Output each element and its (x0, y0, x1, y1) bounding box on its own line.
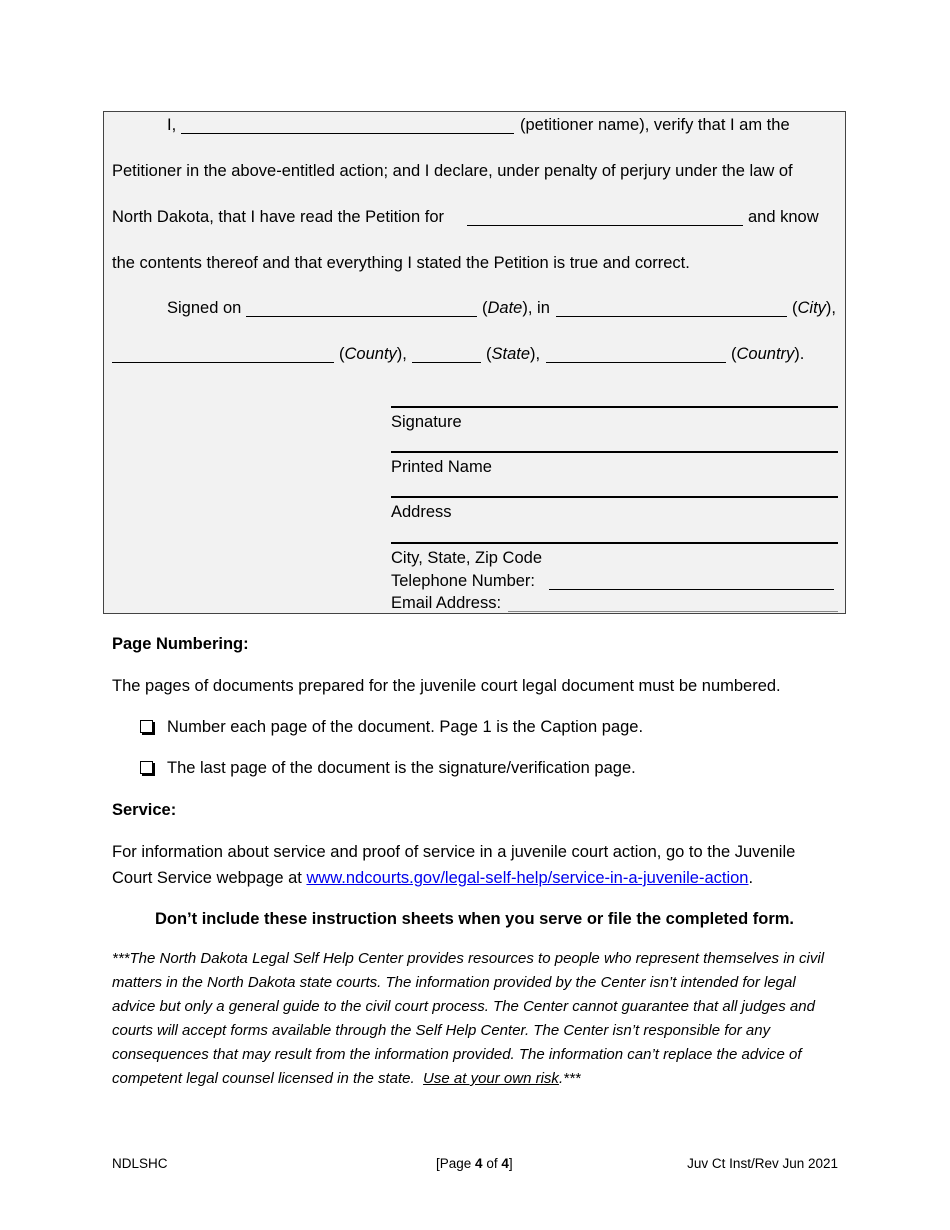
disclaimer-suffix: .*** (558, 1070, 581, 1087)
country-label: Country (736, 345, 795, 363)
printed-name-line[interactable] (391, 451, 838, 453)
page-numbering-intro: The pages of documents prepared for the juvenile court legal document must be numbered. (112, 677, 781, 695)
email-field[interactable] (508, 592, 838, 612)
footer-page-total: 4 (501, 1156, 509, 1171)
footer-page-current: 4 (475, 1156, 483, 1171)
city-field[interactable] (556, 297, 787, 317)
telephone-label: Telephone Number: (391, 572, 536, 590)
disclaimer-text: ***The North Dakota Legal Self Help Center provides resources to people who represent themselves in civil matters in the North Dakota state courts. The information provided by the Center isn’t intended for legal advice but only a general guide to the civil court process. The Center cannot guarantee that all judges and courts will accept forms available through the Self Help Center. The Center isn’t responsible for any consequences that may result from the information provided. The information can’t replace the advice of competent legal counsel licensed in the state. (112, 950, 825, 1087)
address-line[interactable] (391, 496, 838, 498)
signed-on-label: Signed on (167, 299, 242, 317)
disclaimer-underlined: Use at your own risk (423, 1070, 559, 1087)
checkbox-icon (140, 720, 153, 733)
signature-label: Signature (391, 413, 462, 431)
country-field[interactable] (546, 343, 726, 363)
page-numbering-item-1: Number each page of the document. Page 1 is the Caption page. (167, 718, 644, 736)
service-text-line2 (112, 865, 753, 891)
verification-line3-end: and know (748, 208, 819, 226)
county-field[interactable] (112, 343, 334, 363)
date-label: Date (487, 299, 523, 317)
city-label-group: (City), (792, 299, 837, 317)
date-label-group: (Date), in (482, 299, 550, 317)
address-label: Address (391, 503, 452, 521)
instruction-notice: Don’t include these instruction sheets when you serve or file the completed form. (154, 910, 795, 928)
footer-page-prefix: [Page (436, 1156, 472, 1171)
footer-page-of: of (486, 1156, 498, 1171)
verification-line2: Petitioner in the above-entitled action; and I declare, under penalty of perjury under the law of (112, 162, 793, 180)
service-text-line2-end: . (748, 869, 754, 887)
verification-line1-end: (petitioner name), verify that I am the (520, 116, 790, 134)
in-label: in (537, 299, 550, 317)
city-label: City (797, 299, 826, 317)
country-label-group: (Country). (731, 345, 805, 363)
verification-line4: the contents thereof and that everything I stated the Petition is true and correct. (112, 254, 690, 272)
footer-right: Juv Ct Inst/Rev Jun 2021 (687, 1156, 838, 1171)
page-numbering-item-2: The last page of the document is the signature/verification page. (167, 759, 636, 777)
page-numbering-heading: Page Numbering: (112, 635, 249, 653)
service-heading: Service: (112, 801, 177, 819)
petition-type-field[interactable] (467, 206, 743, 226)
city-state-zip-label: City, State, Zip Code (391, 549, 543, 567)
disclaimer (112, 947, 842, 1091)
footer-page-number (436, 1155, 513, 1173)
state-label-group: (State), (486, 345, 541, 363)
footer-left: NDLSHC (112, 1156, 168, 1171)
email-label: Email Address: (391, 594, 502, 612)
service-text-line1: For information about service and proof of service in a juvenile court action, go to the Juvenile (112, 843, 796, 861)
date-field[interactable] (246, 297, 477, 317)
state-label: State (491, 345, 531, 363)
printed-name-label: Printed Name (391, 458, 492, 476)
signature-line[interactable] (391, 406, 838, 408)
footer-page-suffix: ] (508, 1156, 513, 1171)
verification-line1-start: I, (167, 116, 177, 134)
verification-line3-start: North Dakota, that I have read the Petition for (112, 208, 445, 226)
checkbox-icon (140, 761, 153, 774)
telephone-field[interactable] (549, 570, 834, 590)
service-text-line2-start: Court Service webpage at (112, 869, 302, 887)
county-label-group: (County), (339, 345, 407, 363)
service-webpage-link[interactable]: www.ndcourts.gov/legal-self-help/service-in-a-juvenile-action (306, 869, 749, 887)
city-state-zip-line[interactable] (391, 542, 838, 544)
county-label: County (344, 345, 397, 363)
state-field[interactable] (412, 343, 481, 363)
petitioner-name-field[interactable] (181, 114, 514, 134)
